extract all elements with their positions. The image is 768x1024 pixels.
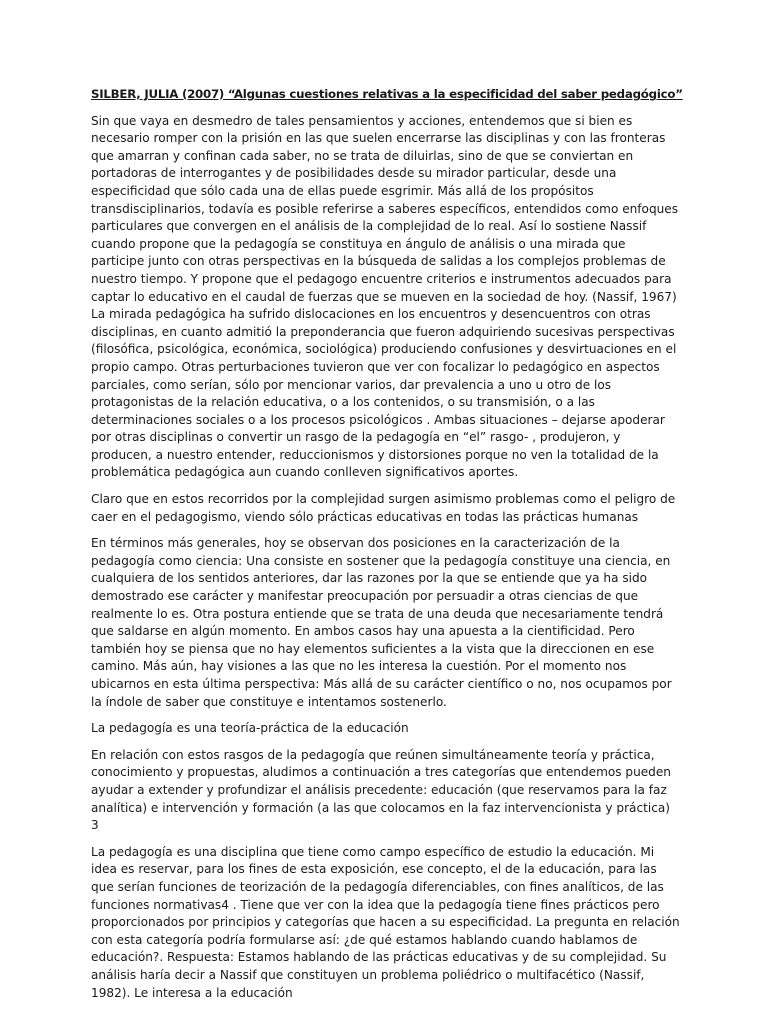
paragraph-2: Claro que en estos recorridos por la complejidad surgen asimismo problemas como el peligro de caer en el pedagogismo, viendo sólo prácticas educativas en todas las prácticas humanas: [91, 492, 676, 524]
paragraph-1: Sin que vaya en desmedro de tales pensamientos y acciones, entendemos que si bien es necesario romper con la prisión en las que suelen encerrarse las disciplinas y con las fronteras que amarran y confinan cada saber, no se trata de diluirlas, sino de que se conviertan en portadoras de interrogantes y de posibilidades desde su mirador particular, desde una especificidad que sólo cada una de ellas puede esgrimir. Más allá de los propósitos transdisciplinarios, todavía es posible referirse a saberes específicos, entendidos como enfoques particulares que convergen en el análisis de la complejidad de lo real. Así lo sostiene Nassif cuando propone que la pedagogía se constituya en ángulo de análisis o una mirada que participe junto con otras perspectivas en la búsqueda de salidas a los complejos problemas de nuestro tiempo. Y propone que el pedagogo encuentre criterios e instrumentos adecuados para captar lo educativo en el caudal de fuerzas que se mueven en la sociedad de hoy. (Nassif, 1967) La mirada pedagógica ha sufrido dislocaciones en los encuentros y desencuentros con otras disciplinas, en cuanto admitió la preponderancia que fueron adquiriendo sucesivas perspectivas (filosófica, psicológica, económica, sociológica) produciendo confusiones y desvirtuaciones en el propio campo. Otras perturbaciones tuvieron que ver con focalizar lo pedagógico en aspectos parciales, como serían, sólo por mencionar varios, dar prevalencia a uno u otro de los protagonistas de la relación educativa, o a los contenidos, o su transmisión, o a las determinaciones sociales o a los procesos psicológicos . Ambas situaciones – dejarse apoderar por otras disciplinas o convertir un rasgo de la pedagogía en “el” rasgo- , produjeron, y producen, a nuestro entender, reduccionismos y distorsiones porque no ven la totalidad de la problemática pedagógica aun cuando conlleven significativos aportes.: [91, 113, 679, 480]
document-title: SILBER, JULIA (2007) “Algunas cuestiones relativas a la especificidad del saber pedagógico”: [91, 87, 683, 101]
paragraph-4: En relación con estos rasgos de la pedagogía que reúnen simultáneamente teoría y práctica, conocimiento y propuestas, aludimos a continuación a tres categorías que entendemos pueden ayudar a extender y profundizar el análisis precedente: educación (que reservamos para la faz analítica) e intervención y formación (a las que colocamos en la faz intervencionista y práctica) 3: [91, 747, 671, 833]
document-page: [91, 86, 681, 1011]
paragraph-3: En términos más generales, hoy se observan dos posiciones en la caracterización de la pedagogía como ciencia: Una consiste en sostener que la pedagogía constituye una ciencia, en cualquiera de los sentidos anteriores, dar las razones por la que se entiende que ya ha sido demostrado ese carácter y manifestar preocupación por persuadir a otras ciencias de que realmente lo es. Otra postura entiende que se trata de una deuda que necesariamente tendrá que saldarse en algún momento. En ambos casos hay una apuesta a la cientificidad. Pero también hoy se piensa que no hay elementos suficientes a la vista que la direccionen en ese camino. Más aún, hay visiones a las que no les interesa la cuestión. Por el momento nos ubicarnos en esta última perspectiva: Más allá de su carácter científico o no, nos ocupamos por la índole de saber que constituye e intentamos sostenerlo.: [91, 536, 672, 709]
paragraph-5: La pedagogía es una disciplina que tiene como campo específico de estudio la educación. Mi idea es reservar, para los fines de esta exposición, ese concepto, el de la educación, para las que serían funciones de teorización de la pedagogía diferenciables, con fines analíticos, de las funciones normativas4 . Tiene que ver con la idea que la pedagogía tiene fines prácticos pero proporcionados por principios y categorías que hacen a su especificidad. La pregunta en relación con esta categoría podría formularse así: ¿de qué estamos hablando cuando hablamos de educación?. Respuesta: Estamos hablando de las prácticas educativas y de su complejidad. Su análisis haría decir a Nassif que constituyen un problema poliédrico o multifacético (Nassif, 1982). Le interesa a la educación: [91, 844, 680, 1000]
section-heading: La pedagogía es una teoría-práctica de la educación: [91, 721, 409, 736]
